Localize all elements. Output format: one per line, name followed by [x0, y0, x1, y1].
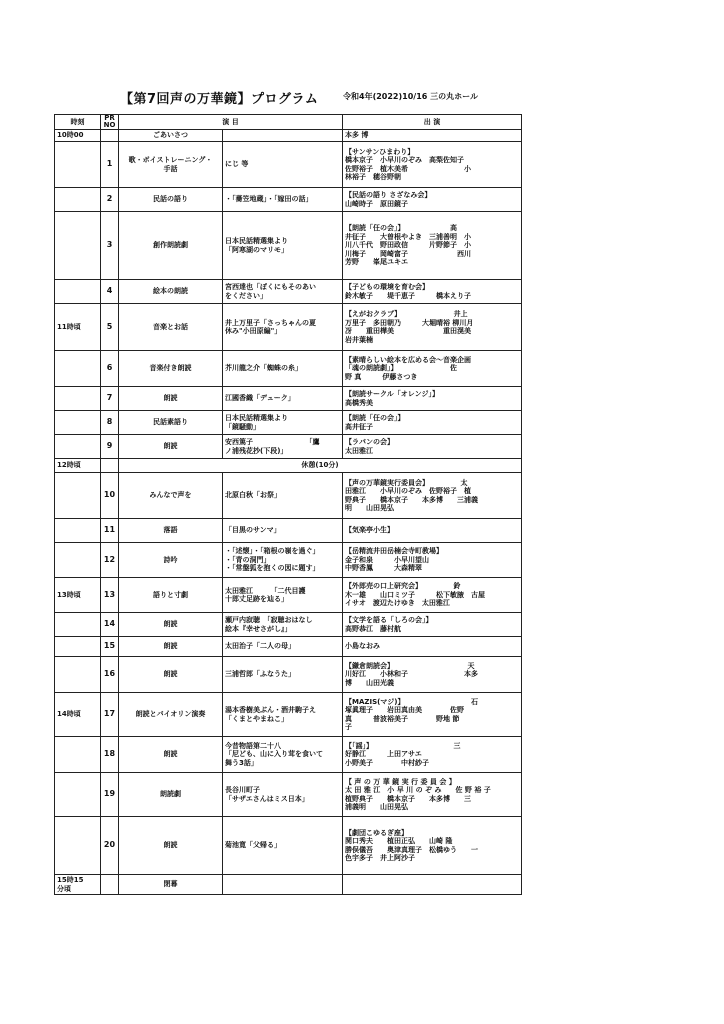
- performers-cell: 【岳精流井田岳楠会寺町教場】 金子和泉 小早川望山 中野香鳳 大森精翠: [343, 543, 522, 578]
- program-row: [55, 351, 522, 387]
- work-title-cell: 菊池寛「父帰る」: [223, 817, 343, 875]
- performers-cell: 【 声 の 万 華 鏡 実 行 委 員 会 】 太 田 雅 江 小 早 川 の ぞ み 佐 野 裕 子 植野典子 橋本京子 本多博 三 浦義明 山田晃弘: [343, 773, 522, 817]
- performers-cell: [343, 875, 522, 895]
- time-cell: [55, 737, 101, 773]
- work-title-cell: 太田治子「二人の母」: [223, 637, 343, 657]
- genre-cell: 朗読劇: [119, 773, 223, 817]
- time-cell: 14時頃: [55, 693, 101, 737]
- work-title-cell: 太田雅江 「二代目護 十郎丈足跡を辿る」: [223, 578, 343, 613]
- genre-cell: 落語: [119, 519, 223, 543]
- work-title-cell: ・「蕎笠地蔵」・「嫁田の話」: [223, 188, 343, 212]
- work-title-cell: にじ 等: [223, 142, 343, 188]
- program-number-cell: 18: [101, 737, 119, 773]
- program-row: [55, 519, 522, 543]
- genre-cell: 朗読とバイオリン演奏: [119, 693, 223, 737]
- performers-cell: 【民話の語り さざなみ会】 山崎時子 原田鏡子: [343, 188, 522, 212]
- performers-cell: 【朗読「仼の会」】 高 井征子 大曽根やよき 三浦善明 小 川八千代 野田政信 片野節子 小 川梅子 岡崎富子 西川 芳野 峯尾ユキエ: [343, 212, 522, 280]
- time-cell: [55, 613, 101, 637]
- work-title-cell: 湯本香樹美ぶん・酒井駒子え 「くまとやまねこ」: [223, 693, 343, 737]
- time-cell: [55, 188, 101, 212]
- genre-cell: 朗読: [119, 387, 223, 411]
- program-row: [55, 142, 522, 188]
- performers-cell: 【文学を語る「しろの会」】 高野恭江 藤村航: [343, 613, 522, 637]
- genre-cell: 朗読: [119, 737, 223, 773]
- work-title-cell: 長谷川町子 「サザエさんはミス日本」: [223, 773, 343, 817]
- work-title-cell: 井上万里子「さっちゃんの夏 休み"小田原編"」: [223, 304, 343, 351]
- program-row: [55, 411, 522, 435]
- program-row: [55, 578, 522, 613]
- genre-cell: 絵本の朗読: [119, 280, 223, 304]
- genre-cell: 閉幕: [119, 875, 223, 895]
- program-row: [55, 435, 522, 459]
- program-row: [55, 387, 522, 411]
- performers-cell: 【えがおクラブ】 井上 万里子 多田朝乃 大堀晴裕 柳川月 冴 重田樺美 重田滉美 岩井葉楠: [343, 304, 522, 351]
- program-number-cell: 7: [101, 387, 119, 411]
- work-title-cell: 北原白秋「お祭」: [223, 473, 343, 519]
- work-title-cell: 三浦哲郎「ふなうた」: [223, 657, 343, 693]
- program-table: [54, 114, 522, 895]
- time-cell: [55, 543, 101, 578]
- genre-cell: 音楽とお話: [119, 304, 223, 351]
- time-cell: [55, 435, 101, 459]
- program-number-cell: 6: [101, 351, 119, 387]
- work-title-cell: 「目黒のサンマ」: [223, 519, 343, 543]
- genre-cell: 語りと寸劇: [119, 578, 223, 613]
- performers-cell: 本多 博: [343, 130, 522, 142]
- program-number-cell: [101, 459, 119, 473]
- program-row: [55, 280, 522, 304]
- program-row: [55, 304, 522, 351]
- time-cell: [55, 657, 101, 693]
- program-number-cell: 3: [101, 212, 119, 280]
- time-column-header: 時刻: [55, 115, 101, 130]
- performers-cell: 【ラパンの会】 太田雅江: [343, 435, 522, 459]
- time-cell: [55, 473, 101, 519]
- work-title-cell: 今昔物語第二十八 「尼ども、山に入り茸を食いて 舞う3話」: [223, 737, 343, 773]
- program-row: [55, 459, 522, 473]
- program-row: [55, 817, 522, 875]
- work-title-cell: 江國香織「デューク」: [223, 387, 343, 411]
- performers-cell: 【素晴らしい絵本を広める会～音楽企画 「魂の朗読劇」】 佐 野 真 伊藤さつき: [343, 351, 522, 387]
- work-title-cell: 日本民話精選集より 「阿寒湖のマリモ」: [223, 212, 343, 280]
- work-title-cell: 安西篤子 「鷹 ノ浦残花抄(下段)」: [223, 435, 343, 459]
- program-row: [55, 188, 522, 212]
- program-row: [55, 693, 522, 737]
- program-row: [55, 637, 522, 657]
- performers-cell: 【サンサンひまわり】 橋本京子 小早川のぞみ 高梨佐知子 佐野裕子 植木美希 小 林裕子 穂谷野朝: [343, 142, 522, 188]
- genre-cell: 民話素語り: [119, 411, 223, 435]
- program-number-cell: 15: [101, 637, 119, 657]
- program-row: [55, 130, 522, 142]
- time-cell: 15時15 分頃: [55, 875, 101, 895]
- genre-cell: 音楽付き朗読: [119, 351, 223, 387]
- work-title-cell: 芥川龍之介「蜘蛛の糸」: [223, 351, 343, 387]
- time-cell: 11時頃: [55, 304, 101, 351]
- program-column-header: 演 目: [119, 115, 343, 130]
- work-title-cell: [223, 875, 343, 895]
- program-number-cell: 12: [101, 543, 119, 578]
- table-header-row: [55, 115, 522, 130]
- time-cell: 12時頃: [55, 459, 101, 473]
- time-cell: [55, 387, 101, 411]
- program-number-cell: 19: [101, 773, 119, 817]
- performers-cell: 小島なおみ: [343, 637, 522, 657]
- program-number-cell: 9: [101, 435, 119, 459]
- work-title-cell: 宮西達也「ぼくにもそのあい をください」: [223, 280, 343, 304]
- genre-cell: 創作朗読劇: [119, 212, 223, 280]
- work-title-cell: [223, 130, 343, 142]
- work-title-cell: 瀬戸内寂聴 「寂聴おはなし 絵本『幸せさがし』」: [223, 613, 343, 637]
- genre-cell: ごあいさつ: [119, 130, 223, 142]
- genre-cell: 朗読: [119, 657, 223, 693]
- genre-cell: 詩吟: [119, 543, 223, 578]
- genre-cell: みんなで声を: [119, 473, 223, 519]
- program-number-cell: 17: [101, 693, 119, 737]
- performers-cell: 【外郎売の口上研究会】 鈴 木一雄 山口ミツ子 松下敏腋 古屋 イサオ 渡辺たけゆき 太田雅江: [343, 578, 522, 613]
- program-row: [55, 657, 522, 693]
- genre-cell: 朗読: [119, 817, 223, 875]
- program-number-cell: 13: [101, 578, 119, 613]
- performers-cell: 【声の万華鏡実行委員会】 太 田雅江 小早川のぞみ 佐野裕子 植 野典子 橋本京子 本多博 三浦義 明 山田晃弘: [343, 473, 522, 519]
- performers-cell: 【気楽亭小生】: [343, 519, 522, 543]
- program-number-cell: [101, 875, 119, 895]
- time-cell: 10時00: [55, 130, 101, 142]
- program-number-cell: 2: [101, 188, 119, 212]
- performers-cell: 【MAZIS(マジ)】 石 塚眞理子 岩田真由美 佐野 真 普波裕美子 野地 節 子: [343, 693, 522, 737]
- genre-cell: 民話の語り: [119, 188, 223, 212]
- genre-cell: 歌・ボイストレーニング・ 手話: [119, 142, 223, 188]
- program-title: 【第7回声の万華鏡】プログラム: [120, 92, 319, 107]
- time-cell: 13時頃: [55, 578, 101, 613]
- program-number-cell: 10: [101, 473, 119, 519]
- program-row: [55, 543, 522, 578]
- work-title-cell: ・「述懐」・「箱根の嶺を過ぐ」 ・「青の洞門」 ・「常盤狐を抱くの図に題す」: [223, 543, 343, 578]
- time-cell: [55, 351, 101, 387]
- performers-cell: 【劇団こゆるぎ座】 関口秀夫 植田正弘 山崎 隆 勝俣儀吾 奥津真理子 松橋ゆう 一 色宇多子 井上阿沙子: [343, 817, 522, 875]
- time-cell: [55, 212, 101, 280]
- program-number-cell: 8: [101, 411, 119, 435]
- performers-cell: 【朗読「仼の会」】 高井征子: [343, 411, 522, 435]
- performers-column-header: 出 演: [343, 115, 522, 130]
- break-cell: 休憩(10分): [119, 459, 522, 473]
- performers-cell: 【「謡」】 三 好静江 上田アサエ 小野美子 中村紗子: [343, 737, 522, 773]
- program-row: [55, 773, 522, 817]
- genre-cell: 朗読: [119, 613, 223, 637]
- program-number-cell: 20: [101, 817, 119, 875]
- program-number-cell: [101, 130, 119, 142]
- program-row: [55, 737, 522, 773]
- time-cell: [55, 280, 101, 304]
- program-number-cell: 4: [101, 280, 119, 304]
- time-cell: [55, 519, 101, 543]
- program-number-cell: 14: [101, 613, 119, 637]
- program-number-cell: 5: [101, 304, 119, 351]
- program-row: [55, 875, 522, 895]
- performers-cell: 【朗読サークル「オレンジ」】 高橋秀美: [343, 387, 522, 411]
- program-row: [55, 613, 522, 637]
- genre-cell: 朗読: [119, 637, 223, 657]
- time-cell: [55, 817, 101, 875]
- work-title-cell: 日本民話精選集より 「鏡騒動」: [223, 411, 343, 435]
- program-number-cell: 11: [101, 519, 119, 543]
- program-number-cell: 1: [101, 142, 119, 188]
- genre-cell: 朗読: [119, 435, 223, 459]
- time-cell: [55, 637, 101, 657]
- performers-cell: 【子どもの環境を育む会】 鈴木敏子 堤千恵子 橋本えり子: [343, 280, 522, 304]
- time-cell: [55, 411, 101, 435]
- performers-cell: 【鎌倉朗読会】 天 川好江 小林和子 本多 博 山田光義: [343, 657, 522, 693]
- time-cell: [55, 142, 101, 188]
- event-date-venue: 令和4年(2022)10/16 三の丸ホール: [343, 92, 478, 101]
- program-number-cell: 16: [101, 657, 119, 693]
- program-row: [55, 473, 522, 519]
- time-cell: [55, 773, 101, 817]
- prno-column-header: PR NO: [101, 115, 119, 130]
- program-row: [55, 212, 522, 280]
